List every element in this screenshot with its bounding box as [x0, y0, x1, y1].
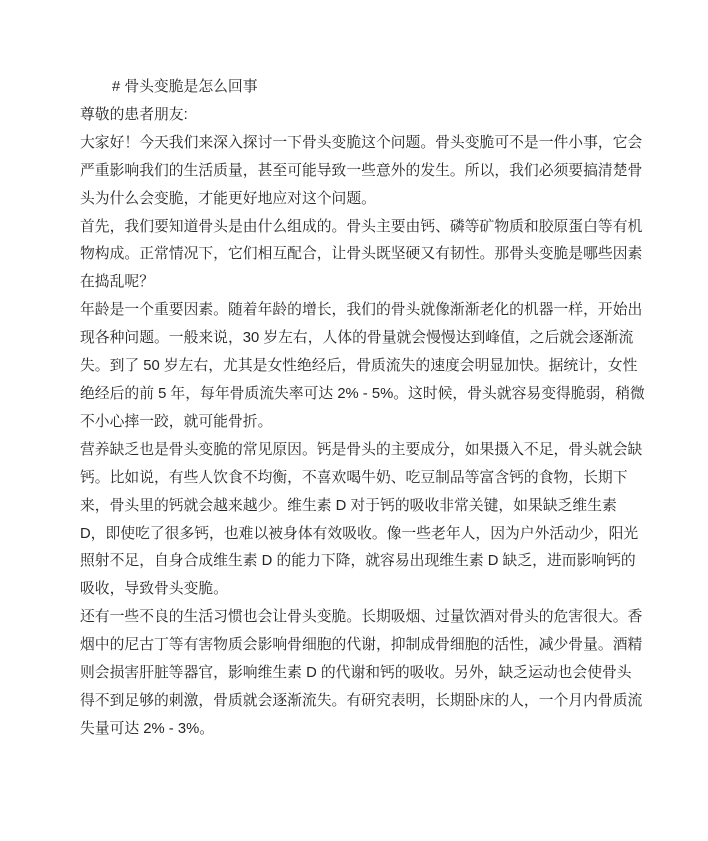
salutation-line: 尊敬的患者朋友: [80, 106, 188, 123]
document-body [80, 74, 646, 744]
paragraph-intro: 大家好！今天我们来深入探讨一下骨头变脆这个问题。骨头变脆可不是一件小事，它会严重影响我们的生活质量，甚至可能导致一些意外的发生。所以，我们必须要搞清楚骨头为什么会变脆，才能更好地应对这个问题。 [80, 134, 643, 207]
paragraph-age-factor: 年龄是一个重要因素。随着年龄的增长，我们的骨头就像渐渐老化的机器一样，开始出现各种问题。一般来说，30 岁左右，人体的骨量就会慢慢达到峰值，之后就会逐渐流失。到了 50 岁左右，尤其是女性绝经后，骨质流失的速度会明显加快。据统计，女性绝经后的前 5 年，每年骨质流失率可达 2% - 5%。这时候，骨头就容易变得脆弱，稍微不小心摔一跤，就可能骨折。 [80, 302, 645, 430]
paragraph-lifestyle-factor: 还有一些不良的生活习惯也会让骨头变脆。长期吸烟、过量饮酒对骨头的危害很大。香烟中的尼古丁等有害物质会影响骨细胞的代谢，抑制成骨细胞的活性，减少骨量。酒精则会损害肝脏等器官，影响维生素 D 的代谢和钙的吸收。另外，缺乏运动也会使骨头得不到足够的刺激，骨质就会逐渐流失。有研究表明，长期卧床的人，一个月内骨质流失量可达 2% - 3%。 [80, 609, 643, 737]
paragraph-composition: 首先，我们要知道骨头是由什么组成的。骨头主要由钙、磷等矿物质和胶原蛋白等有机物构成。正常情况下，它们相互配合，让骨头既坚硬又有韧性。那骨头变脆是哪些因素在捣乱呢？ [80, 218, 643, 291]
document-title: # 骨头变脆是怎么回事 [112, 79, 258, 95]
paragraph-nutrition-factor: 营养缺乏也是骨头变脆的常见原因。钙是骨头的主要成分，如果摄入不足，骨头就会缺钙。比如说，有些人饮食不均衡，不喜欢喝牛奶、吃豆制品等富含钙的食物，长期下来，骨头里的钙就会越来越少。维生素 D 对于钙的吸收非常关键，如果缺乏维生素 D，即使吃了很多钙，也难以被身体有效吸收。像一些老年人，因为户外活动少，阳光照射不足，自身合成维生素 D 的能力下降，就容易出现维生素 D 缺乏，进而影响钙的吸收，导致骨头变脆。 [80, 441, 643, 598]
